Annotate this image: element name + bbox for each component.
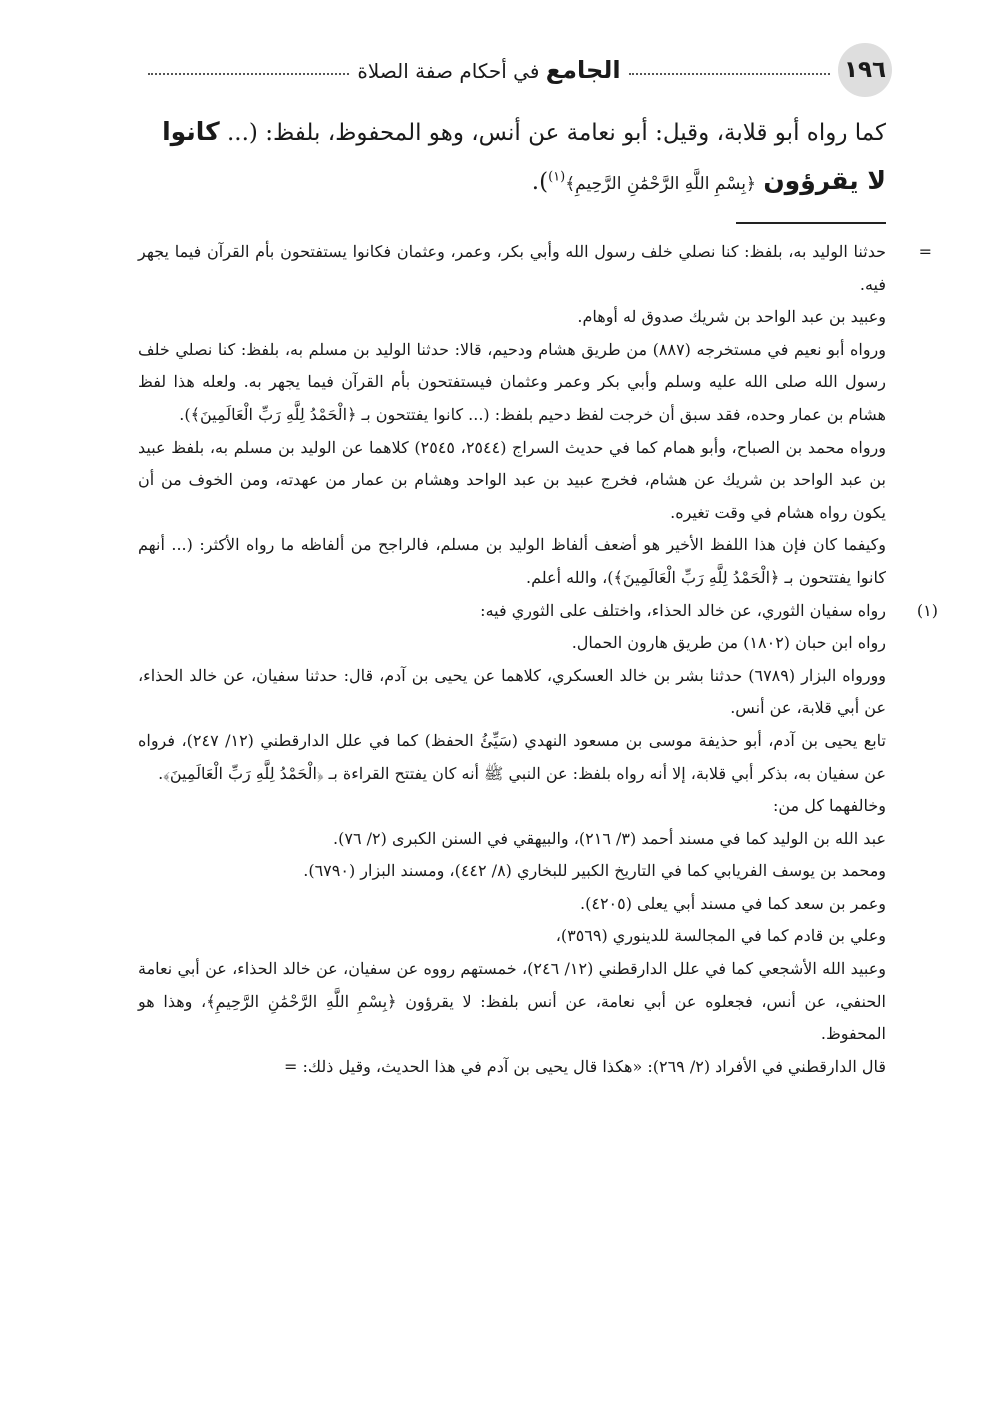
- footnote-paragraph: وكيفما كان فإن هذا اللفظ الأخير هو أضعف ألفاظ الوليد بن مسلم، فالراجح من ألفاظه ما رواه الأكثر: (... أنهم كانوا يفتتحون بـ ﴿الْحَمْدُ لِلَّهِ رَبِّ الْعَالَمِينَ﴾)، والله أعلم.: [138, 535, 886, 587]
- footnote-number: (١): [916, 600, 938, 620]
- page-header: [140, 42, 892, 98]
- footnote-paragraph: = حدثنا الوليد به، بلفظ: كنا نصلي خلف رسول الله وأبي بكر، وعمر، وعثمان فكانوا يستفتحون بأم القرآن فيما يجهر فيه.: [138, 236, 886, 301]
- main-line1-bold: كانوا: [162, 117, 220, 146]
- footnote-paragraph: وعمر بن سعد كما في مسند أبي يعلى (٤٢٠٥).: [580, 893, 886, 913]
- footnote-paragraph: وعبيد بن عبد الواحد بن شريك صدوق له أوهام.: [577, 307, 886, 327]
- footnote-separator: [736, 222, 886, 224]
- main-end: ).: [531, 169, 549, 195]
- footnote-reference: (١): [548, 169, 566, 185]
- main-line2-bold: لا يقرؤون: [763, 166, 886, 195]
- footnote-1-start: (١) رواه سفيان الثوري، عن خالد الحذاء، واختلف على الثوري فيه:: [138, 595, 886, 628]
- footnote-paragraph: ومحمد بن يوسف الفريابي كما في التاريخ الكبير للبخاري (٨/ ٤٤٢)، ومسند البزار (٦٧٩٠).: [303, 861, 886, 881]
- main-line1-text: كما رواه أبو قلابة، وقيل: أبو نعامة عن أنس، وهو المحفوظ، بلفظ: (...: [219, 120, 886, 146]
- quran-basmala: ﴿بِسْمِ اللَّهِ الرَّحْمَٰنِ الرَّحِيمِ﴾: [565, 174, 757, 194]
- continuation-marker: =: [918, 242, 932, 261]
- footnote-paragraph: ورواه أبو نعيم في مستخرجه (٨٨٧) من طريق هشام ودحيم، قالا: حدثنا الوليد بن مسلم به، بلفظ: كنا نصلي خلف رسول الله صلى الله عليه وسلم وأبي بكر وعمر وعثمان فيستفتحون بأم القرآن فيما يجهر به. ولعله هذا لفظ هشام بن عمار وحده، فقد سبق أن خرجت لفظ دحيم بلفظ: (... كانوا يفتتحون بـ ﴿الْحَمْدُ لِلَّهِ رَبِّ الْعَالَمِينَ﴾).: [138, 339, 886, 424]
- footnote-paragraph: قال الدارقطني في الأفراد (٢/ ٢٦٩): «هكذا قال يحيى بن آدم في هذا الحديث، وقيل ذلك: =: [284, 1056, 886, 1076]
- header-dots-right: [629, 73, 830, 75]
- footnote-paragraph: وورواه البزار (٦٧٨٩) حدثنا بشر بن خالد العسكري، كلاهما عن يحيى بن آدم، قال: حدثنا سفيان، عن خالد الحذاء، عن أبي قلابة، عن أنس.: [138, 665, 887, 718]
- page-number: ١٩٦: [838, 43, 892, 97]
- footnote-paragraph: رواه ابن حبان (١٨٠٢) من طريق هارون الحمال.: [571, 633, 886, 653]
- footnote-paragraph: تابع يحيى بن آدم، أبو حذيفة موسى بن مسعود النهدي (سَيِّئُ الحفظ) كما في علل الدارقطني (١٢/ ٢٤٧)، فرواه عن سفيان به، بذكر أبي قلابة، إلا أنه رواه بلفظ: عن النبي ﷺ أنه كان يفتتح القراءة بـ ﴿الْحَمْدُ لِلَّهِ رَبِّ الْعَالَمِينَ﴾.: [138, 730, 886, 783]
- footnote-paragraph: عبد الله بن الوليد كما في مسند أحمد (٣/ ٢١٦)، والبيهقي في السنن الكبرى (٢/ ٧٦).: [333, 828, 886, 848]
- footnote-paragraph: ورواه محمد بن الصباح، وأبو همام كما في حديث السراج (٢٥٤٤، ٢٥٤٥) كلاهما عن الوليد بن مسلم به، بلفظ عبيد بن عبد الواحد بن شريك عن هشام، فخرج عبيد بن عبد الواحد وهشام بن عمار من عهدته، ومن الخوف من أن يكون رواه هشام في وقت تغيره.: [138, 437, 887, 522]
- header-dots-left: [148, 73, 349, 75]
- book-title-rest: في أحكام صفة الصلاة: [357, 59, 540, 83]
- footnote-paragraph: وعبيد الله الأشجعي كما في علل الدارقطني (١٢/ ٢٤٦)، خمستهم رووه عن سفيان، عن خالد الحذاء، عن أبي نعامة الحنفي، عن أنس، فجعلوه عن أبي نعامة، عن أنس بلفظ: لا يقرؤون ﴿بِسْمِ اللَّهِ الرَّحْمَٰنِ الرَّحِيمِ﴾، وهذا هو المحفوظ.: [138, 959, 886, 1044]
- footnote-paragraph: وخالفهما كل من:: [772, 796, 886, 816]
- footnotes: [138, 236, 938, 1083]
- main-text: [138, 108, 886, 208]
- book-title: [357, 56, 620, 84]
- footnote-paragraph: وعلي بن قادم كما في المجالسة للدينوري (٣٥٦٩)،: [555, 926, 886, 946]
- end-continuation-marker: =: [284, 1056, 298, 1076]
- book-title-bold: الجامع: [545, 56, 621, 84]
